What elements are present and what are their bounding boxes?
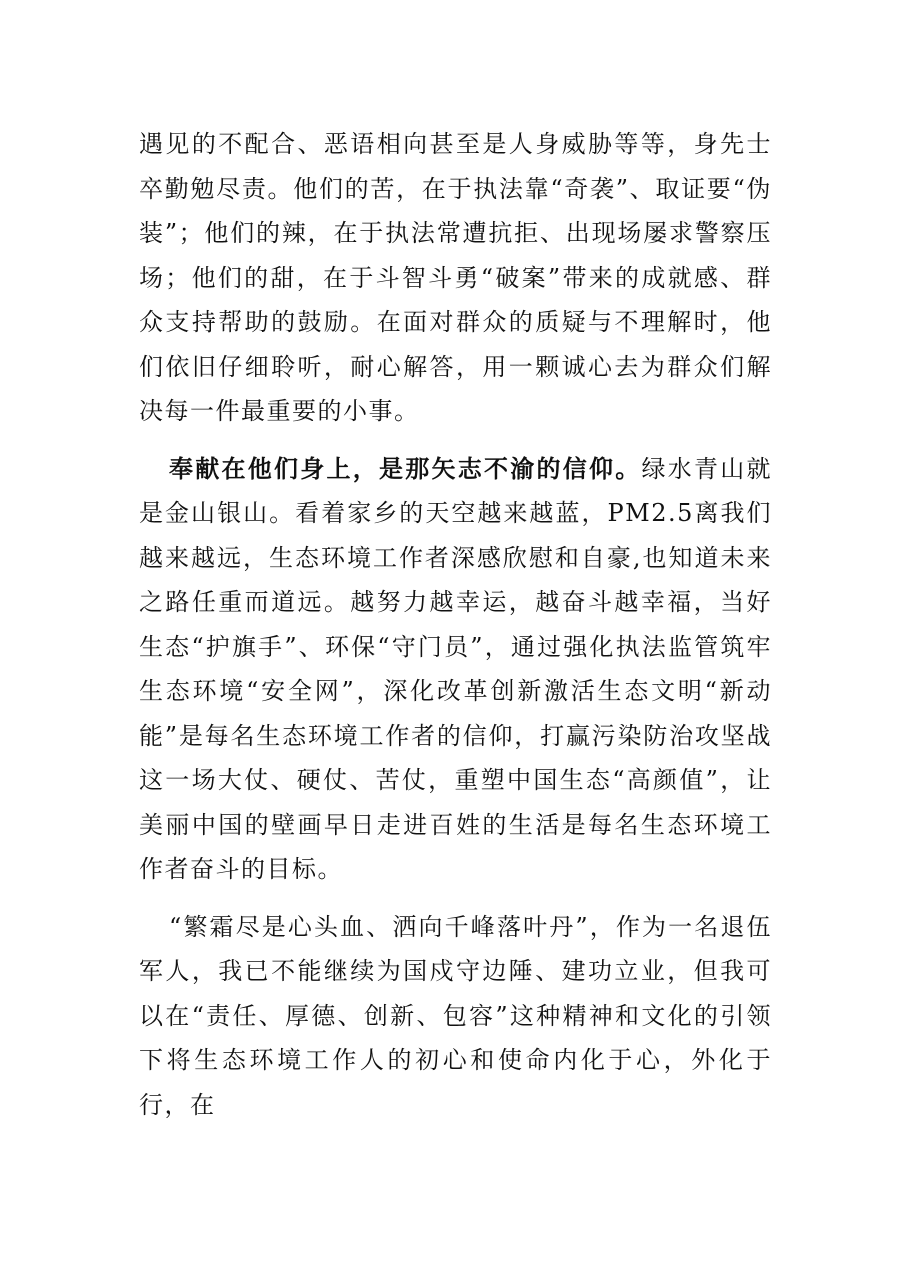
paragraph-2-body: 绿水青山就是金山银山。看着家乡的天空越来越蓝，PM2.5离我们越来越远，生态环境工作者深感欣慰和自豪,也知道未来之路任重而道远。越努力越幸运，越奋斗越幸福，当好生态“护旗手”、环保“守门员”，通过强化执法监管筑牢生态环境“安全网”，深化改革创新激活生态文明“新动能”是每名生态环境工作者的信仰，打赢污染防治攻坚战这一场大仗、硬仗、苦仗，重塑中国生态“高颜值”，让美丽中国的壁画早日走进百姓的生活是每名生态环境工作者奋斗的目标。 [139,454,772,883]
paragraph-1: 遇见的不配合、恶语相向甚至是人身威胁等等，身先士卒勤勉尽责。他们的苦，在于执法靠“奇袭”、取证要“伪装”；他们的辣，在于执法常遭抗拒、出现场屡求警察压场；他们的甜，在于斗智斗勇“破案”带来的成就感、群众支持帮助的鼓励。在面对群众的质疑与不理解时，他们依旧仔细聆听，耐心解答，用一颗诚心去为群众们解决每一件最重要的小事。 [139,130,772,425]
paragraph-2-lead: 奉献在他们身上，是那矢志不渝的信仰。 [169,454,642,483]
document-body [139,122,772,1127]
paragraph-2 [139,447,772,892]
paragraph-3: “繁霜尽是心头血、洒向千峰落叶丹”，作为一名退伍军人，我已不能继续为国戍守边陲、建功立业，但我可以在“责任、厚德、创新、包容”这种精神和文化的引领下将生态环境工作人的初心和使命内化于心，外化于行，在 [139,912,772,1119]
